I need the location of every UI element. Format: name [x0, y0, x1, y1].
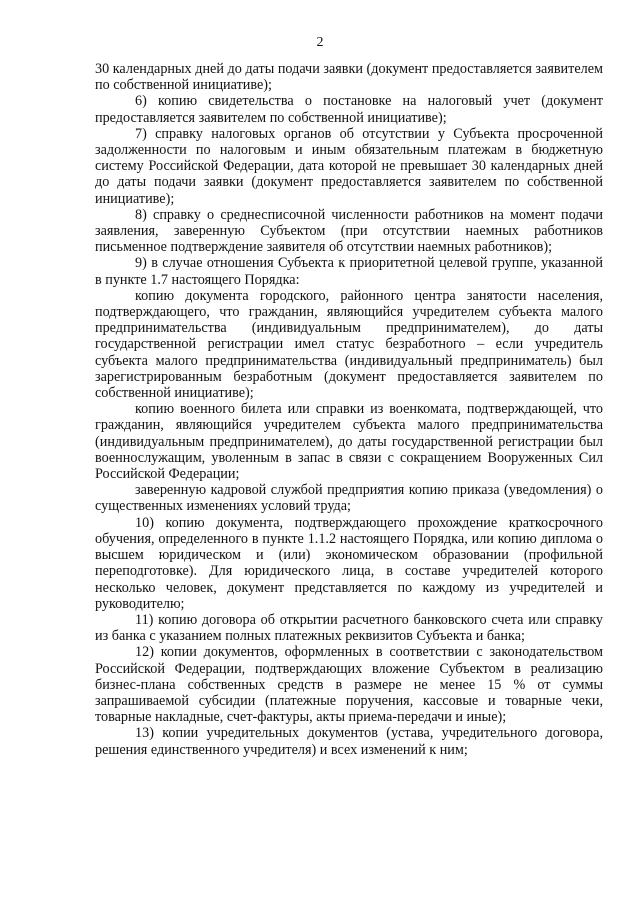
page-number: 2	[316, 35, 324, 50]
paragraph-item-13: 13) копии учредительных документов (устава, учредительного договора, решения единственного учредителя) и всех изменений к ним;	[95, 725, 603, 758]
paragraph-item-9-employment-center: копию документа городского, районного центра занятости населения, подтверждающего, что гражданин, являющийся учредителем субъекта малого предпринимательства (индивидуальным предпринимателем), до даты государственной регистрации имел статус безработного – если учредитель субъекта малого предпринимательства (индивидуальный предприниматель) был зарегистрированным безработным (документ предоставляется заявителем по собственной инициативе);	[95, 287, 603, 402]
paragraph-item-7: 7) справку налоговых органов об отсутствии у Субъекта просроченной задолженности по налоговым и иным обязательным платежам в бюджетную систему Российской Федерации, дата которой не превышает 30 календарных дней до даты подачи заявки (документ предоставляется заявителем по собственной инициативе);	[95, 125, 603, 207]
document-body	[95, 61, 603, 758]
paragraph-item-8: 8) справку о среднесписочной численности работников на момент подачи заявления, заверенную Субъектом (при отсутствии наемных работников письменное подтверждение заявителя об отсутствии наемных работников);	[95, 206, 603, 256]
paragraph-item-11: 11) копию договора об открытии расчетного банковского счета или справку из банка с указанием полных платежных реквизитов Субъекта и банка;	[95, 611, 603, 645]
paragraph-item-9-military-id: копию военного билета или справки из военкомата, подтверждающей, что гражданин, являющийся учредителем субъекта малого предпринимательства (индивидуальным предпринимателем), до даты государственной регистрации был военнослужащим, уволенным в запас в связи с сокращением Вооруженных Сил Российской Федерации;	[95, 401, 603, 483]
paragraph-item-12: 12) копии документов, оформленных в соответствии с законодательством Российской Федерации, подтверждающих вложение Субъектом в реализацию бизнес-плана собственных средств в размере не менее 15 % от суммы запрашиваемой субсидии (платежные поручения, кассовые и товарные чеки, товарные накладные, счет-фактуры, акты приема-передачи и иные);	[95, 644, 603, 726]
paragraph-item-10: 10) копию документа, подтверждающего прохождение краткосрочного обучения, определенного в пункте 1.1.2 настоящего Порядка, или копию диплома о высшем юридическом и (или) экономическом образовании (профильной переподготовке). Для юридического лица, в составе учредителей которого несколько человек, документ представляется по каждому из учредителей и руководителю;	[95, 514, 603, 612]
paragraph-item-9: 9) в случае отношения Субъекта к приоритетной целевой группе, указанной в пункте 1.7 настоящего Порядка:	[95, 255, 603, 288]
paragraph-continuation: 30 календарных дней до даты подачи заявки (документ предоставляется заявителем по собственной инициативе);	[95, 61, 603, 94]
paragraph-item-6: 6) копию свидетельства о постановке на налоговый учет (документ предоставляется заявителем по собственной инициативе);	[95, 93, 603, 126]
paragraph-item-9-hr-order: заверенную кадровой службой предприятия копию приказа (уведомления) о существенных изменениях условий труда;	[95, 482, 603, 515]
